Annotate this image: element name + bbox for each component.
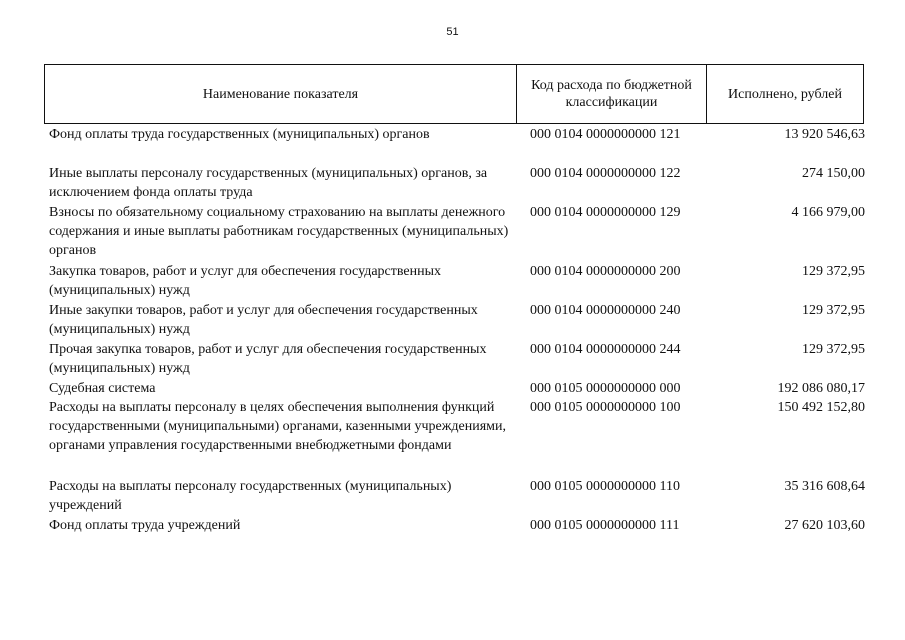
header-name: Наименование показателя: [45, 65, 517, 123]
row-code: 000 0104 0000000000 240: [530, 303, 681, 318]
row-name: Расходы на выплаты персоналу в целях обеспечения выполнения функций государственными (муниципальными) органами, казенными учреждениями, органами управления государственными внебюджетными фондами: [49, 400, 506, 453]
row-amount: 129 372,95: [802, 264, 865, 279]
row-amount: 27 620 103,60: [784, 518, 865, 533]
row-amount: 192 086 080,17: [777, 381, 865, 396]
header-code: Код расхода по бюджетной классификации: [517, 65, 707, 123]
row-code: 000 0105 0000000000 110: [530, 479, 680, 494]
row-code: 000 0104 0000000000 129: [530, 205, 681, 220]
row-name: Судебная система: [49, 381, 156, 396]
row-amount: 129 372,95: [802, 342, 865, 357]
row-amount: 35 316 608,64: [784, 479, 865, 494]
row-code: 000 0104 0000000000 244: [530, 342, 681, 357]
row-name: Прочая закупка товаров, работ и услуг для обеспечения государственных (муниципальных) нужд: [49, 342, 487, 376]
row-code: 000 0105 0000000000 100: [530, 400, 681, 415]
row-name: Расходы на выплаты персоналу государственных (муниципальных) учреждений: [49, 479, 452, 513]
row-amount: 129 372,95: [802, 303, 865, 318]
row-code: 000 0105 0000000000 111: [530, 518, 680, 533]
row-code: 000 0105 0000000000 000: [530, 381, 681, 396]
row-amount: 4 166 979,00: [791, 205, 865, 220]
row-code: 000 0104 0000000000 200: [530, 264, 681, 279]
row-code: 000 0104 0000000000 121: [530, 127, 681, 142]
row-name: Закупка товаров, работ и услуг для обеспечения государственных (муниципальных) нужд: [49, 264, 442, 298]
row-name: Взносы по обязательному социальному страхованию на выплаты денежного содержания и иные выплаты работникам государственных (муниципальных) органов: [49, 205, 509, 258]
row-name: Фонд оплаты труда учреждений: [49, 518, 241, 533]
row-code: 000 0104 0000000000 122: [530, 166, 681, 181]
row-name: Фонд оплаты труда государственных (муниципальных) органов: [49, 127, 430, 142]
header-amount: Исполнено, рублей: [728, 86, 842, 102]
row-amount: 150 492 152,80: [777, 400, 865, 415]
page-number: 51: [446, 26, 459, 38]
row-name: Иные выплаты персоналу государственных (муниципальных) органов, за исключением фонда оплаты труда: [49, 166, 488, 200]
row-name: Иные закупки товаров, работ и услуг для обеспечения государственных (муниципальных) нужд: [49, 303, 478, 337]
row-amount: 274 150,00: [802, 166, 865, 181]
row-amount: 13 920 546,63: [784, 127, 865, 142]
